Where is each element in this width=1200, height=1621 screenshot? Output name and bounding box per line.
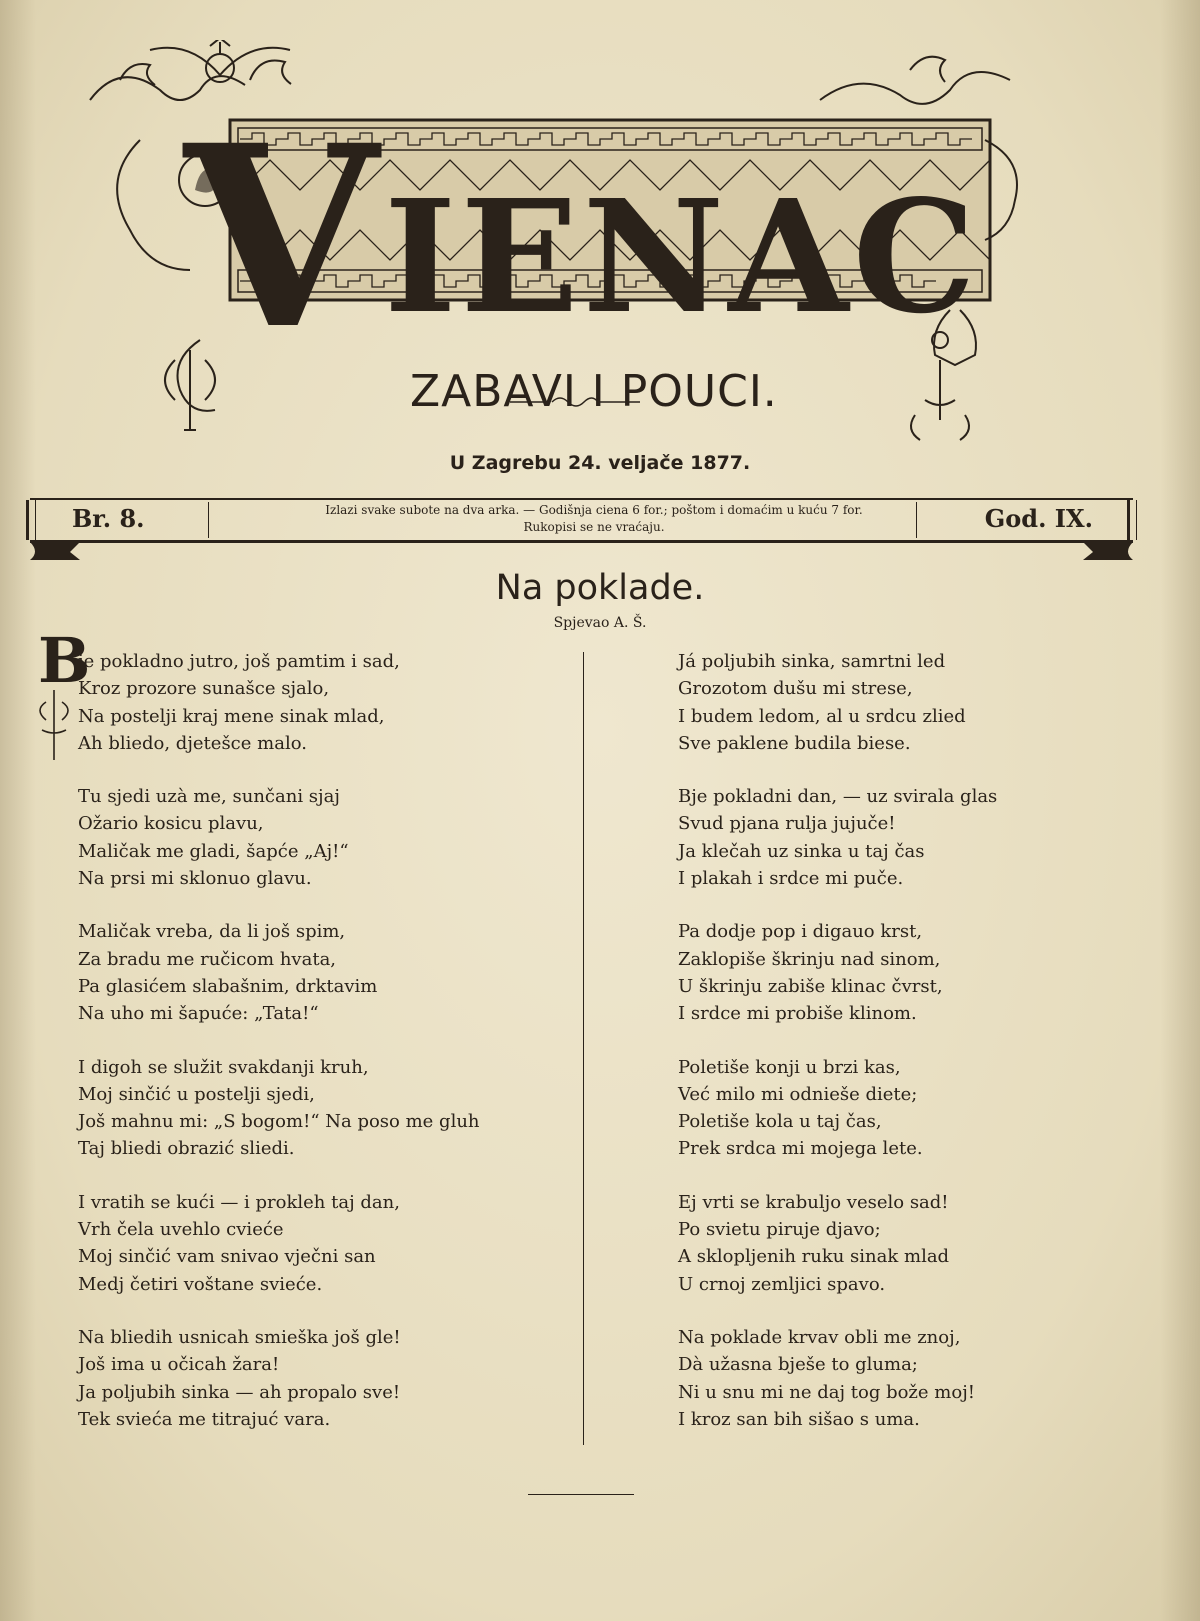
poem-line: U crnoj zemljici spavo.: [678, 1273, 886, 1295]
subscription-info: Izlazi svake subote na dva arka. — Godišnja ciena 6 for.; poštom i domaćim u kuću 7 for.: [325, 503, 863, 517]
poem-line: Na bliedih usnicah smieška još gle!: [78, 1326, 401, 1348]
info-bar-scroll-ornaments: [30, 540, 1133, 562]
drop-cap: [32, 624, 91, 770]
poem-line: Svud pjana rulja jujuče!: [678, 813, 896, 835]
end-rule: [528, 1494, 634, 1495]
poem-line: Već milo mi odnieše diete;: [678, 1083, 918, 1105]
poem-line: Bje pokladni dan, — uz svirala glas: [678, 786, 998, 808]
page-edge-shadow-left: [0, 0, 36, 1621]
masthead-title: [184, 90, 1014, 384]
poem-line: Taj bliedi obrazić sliedi.: [78, 1138, 295, 1160]
poem-line: Tu sjedi uzà me, sunčani sjaj: [78, 786, 340, 808]
poem-byline: Spjevao A. Š.: [553, 615, 647, 631]
poem-line: I budem ledom, al u srdcu zlied: [678, 705, 966, 727]
poem-line: Još mahnu mi: „S bogom!“ Na poso me gluh: [78, 1111, 480, 1133]
poem-line: Prek srdca mi mojega lete.: [678, 1138, 923, 1160]
issue-number: Br. 8.: [72, 504, 145, 533]
poem-line: Ja klečah uz sinka u taj čas: [678, 840, 925, 862]
poem-line: Za bradu me ručicom hvata,: [78, 948, 337, 970]
masthead-title-rest: IENAC: [383, 165, 980, 348]
dateline: U Zagrebu 24. veljače 1877.: [449, 452, 751, 474]
poem-line: I vratih se kući — i prokleh taj dan,: [78, 1191, 400, 1213]
poem-column-right: [678, 648, 1098, 1459]
manuscript-notice: Rukopisi se ne vraćaju.: [523, 520, 665, 534]
issue-info-bar: [30, 498, 1133, 543]
poem-stanza: [78, 1189, 578, 1298]
poem-stanza: [678, 648, 1098, 757]
poem-stanza: [78, 1054, 578, 1163]
poem-title: Na poklade.: [495, 568, 705, 608]
page-edge-shadow-right: [1160, 0, 1200, 1621]
poem-line: Vrh čela uvehlo cvieće: [78, 1219, 284, 1241]
poem-line: Moj sinčić vam snivao vječni san: [78, 1246, 376, 1268]
poem-line: U škrinju zabiše klinac čvrst,: [678, 975, 943, 997]
poem-column-left: [78, 648, 578, 1459]
poem-line: Ožario kosicu plavu,: [78, 813, 264, 835]
masthead-title-initial: V: [184, 90, 378, 384]
poem-line: Tek svieća me titrajuć vara.: [78, 1408, 331, 1430]
column-divider: [583, 652, 584, 1445]
poem-line: Pa dodje pop i digauo krst,: [678, 921, 923, 943]
poem-line: Moj sinčić u postelji sjedi,: [78, 1083, 315, 1105]
info-bar-cap-left: [26, 500, 36, 540]
poem-stanza: [78, 648, 578, 757]
poem-line: Maličak vreba, da li još spim,: [78, 921, 346, 943]
info-bar-cap-right: [1127, 500, 1137, 540]
poem-line: Zaklopiše škrinju nad sinom,: [678, 948, 941, 970]
poem-line: Dà užasna bješe to gluma;: [678, 1354, 918, 1376]
poem-line: Ja poljubih sinka — ah propalo sve!: [78, 1381, 401, 1403]
poem-line: Pa glasićem slabašnim, drktavim: [78, 975, 378, 997]
poem-line: I digoh se služit svakdanji kruh,: [78, 1056, 369, 1078]
poem-line: Po svietu piruje djavo;: [678, 1219, 881, 1241]
poem-line: A sklopljenih ruku sinak mlad: [678, 1246, 950, 1268]
info-bar-divider: [208, 502, 209, 538]
masthead-subtitle: ZABAVI I POUCI.: [410, 366, 778, 417]
poem-line: Ah bliedo, djetešce malo.: [78, 732, 307, 754]
volume-year: God. IX.: [984, 504, 1093, 533]
poem-line: Poletiše kola u taj čas,: [678, 1111, 882, 1133]
poem-line: Medj četiri voštane svieće.: [78, 1273, 323, 1295]
poem-line: Poletiše konji u brzi kas,: [678, 1056, 901, 1078]
poem-line: I plakah i srdce mi puče.: [678, 868, 904, 890]
poem-line: Na postelji kraj mene sinak mlad,: [78, 705, 385, 727]
poem-stanza: [78, 783, 578, 892]
poem-line: I srdce mi probiše klinom.: [678, 1003, 917, 1025]
masthead: [80, 40, 1090, 460]
poem-stanza: [678, 918, 1098, 1027]
poem-line: Na uho mi šapuće: „Tata!“: [78, 1003, 319, 1025]
poem-stanza: [678, 1189, 1098, 1298]
poem-stanza: [78, 918, 578, 1027]
drop-cap-flourish: [32, 690, 76, 770]
poem-stanza: [678, 1324, 1098, 1433]
poem-line: je pokladno jutro, još pamtim i sad,: [78, 651, 400, 672]
poem-line: Još ima u očicah žara!: [78, 1354, 280, 1376]
poem-line: Maličak me gladi, šapće „Aj!“: [78, 840, 349, 862]
poem-line: Grozotom dušu mi strese,: [678, 678, 913, 700]
poem-line: Ej vrti se krabuljo veselo sad!: [678, 1191, 949, 1213]
poem-line: Na poklade krvav obli me znoj,: [678, 1326, 961, 1348]
poem-line: Na prsi mi sklonuo glavu.: [78, 868, 312, 890]
poem-line: Kroz prozore sunašce sjalo,: [78, 678, 330, 700]
poem-stanza: [78, 1324, 578, 1433]
poem-line: I kroz san bih sišao s uma.: [678, 1408, 920, 1430]
poem-stanza: [678, 1054, 1098, 1163]
poem-stanza: [678, 783, 1098, 892]
poem-line: Sve paklene budila biese.: [678, 732, 911, 754]
poem-line: Já poljubih sinka, samrtni led: [678, 651, 946, 672]
drop-cap-letter: B: [38, 624, 91, 697]
poem-line: Ni u snu mi ne daj tog bože moj!: [678, 1381, 976, 1403]
